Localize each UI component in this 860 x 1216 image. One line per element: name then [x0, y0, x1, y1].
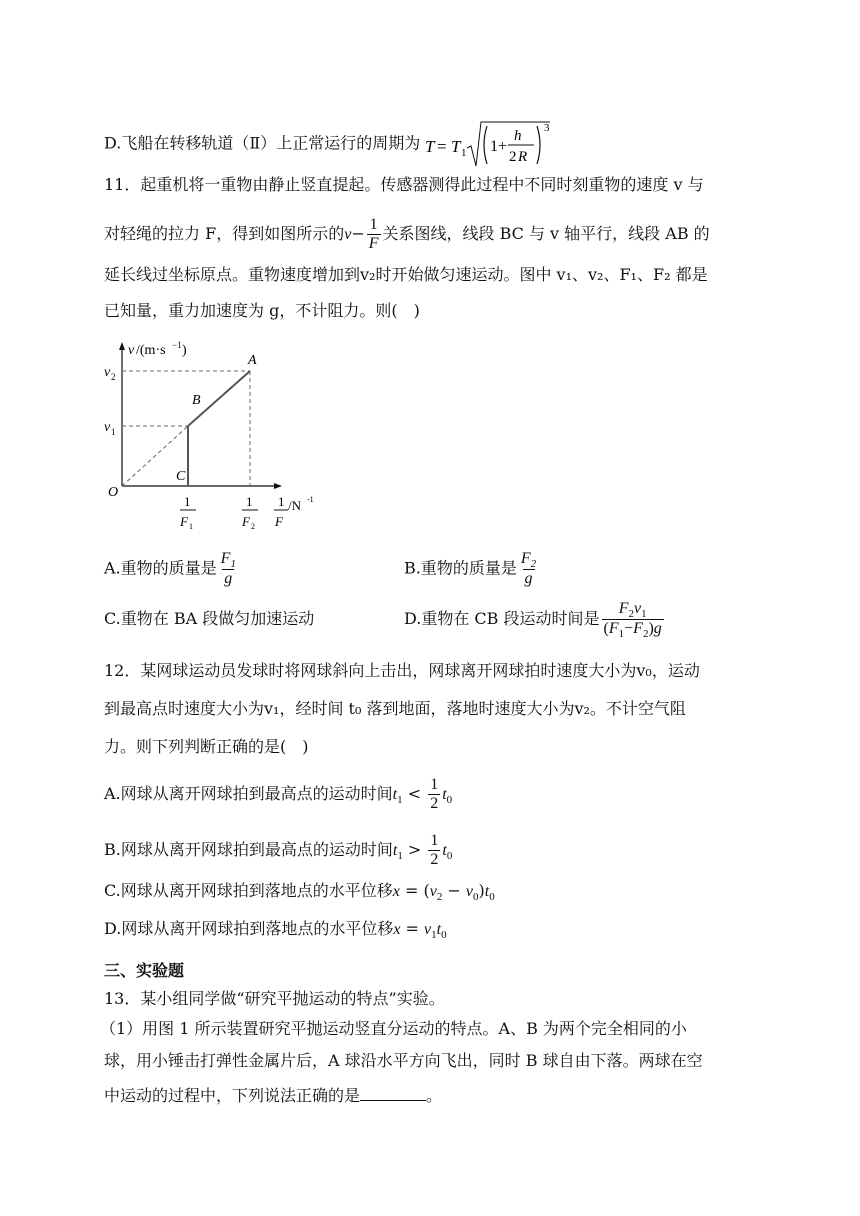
- svg-text:T: T: [451, 137, 461, 156]
- x-axis-label: [274, 494, 314, 529]
- q11-option-d: [404, 600, 666, 639]
- q12-stem-line1: 12．某网球运动员发球时将网球斜向上击出，网球离开网球拍时速度大小为v₀，运动: [104, 661, 700, 680]
- q12-option-a-fraction: $\frac{1}{2}$: [430, 776, 439, 812]
- q11-option-b: [404, 550, 540, 588]
- svg-text:h: h: [514, 128, 522, 144]
- svg-text:=: =: [437, 137, 447, 156]
- svg-text:F: F: [275, 514, 283, 529]
- q12-stem-line3: 力。则下列判断正确的是( ): [104, 737, 309, 756]
- svg-text:1: 1: [184, 494, 191, 509]
- q10-period-formula: [425, 118, 555, 170]
- q11-option-b-text: B.重物的质量是: [404, 558, 517, 578]
- q11-stem-line2: 对轻绳的拉力 F，得到如图所示的v− $\frac{1}{F}$ 关系图线，线段 BC 与 v 轴平行，线段 AB 的: [104, 216, 710, 252]
- svg-text:−1: −1: [172, 340, 182, 350]
- v-vs-inverse-f-graph: [100, 334, 340, 530]
- q11-stem-line4: 已知量，重力加速度为 g，不计阻力。则( ): [104, 301, 420, 320]
- q13-stem-line3: 球，用小锤击打弹性金属片后，A 球沿水平方向飞出，同时 B 球自由下落。两球在空: [104, 1051, 703, 1070]
- section-3-title: 三、实验题: [104, 961, 185, 980]
- q11-option-d-fraction: $\frac{F_2v_1}{(F_1-F_2)g}$: [603, 600, 662, 640]
- q12-option-a: A.网球从离开网球拍到最高点的运动时间$t_1$ < $\frac{1}{2}$ $t_0$: [104, 776, 453, 812]
- q11-fraction-1-over-f: $\frac{1}{F}$: [368, 216, 379, 252]
- x-axis-arrow-icon: [274, 483, 282, 489]
- q12-option-d: D.网球从离开网球拍到落地点的水平位移$x = v_1t_0$: [104, 919, 447, 941]
- q11-option-a: [104, 550, 240, 588]
- q11-stem-line3: 延长线过坐标原点。重物速度增加到v₂时开始做匀速运动。图中 v₁、v₂、F₁、F₂ 都是: [104, 265, 708, 284]
- tick-v2: v: [104, 365, 111, 380]
- q13-stem-line4-end: 。: [426, 1086, 443, 1105]
- svg-text:/N: /N: [288, 498, 301, 513]
- q12-option-d-text: D.网球从离开网球拍到落地点的水平位移: [104, 919, 394, 938]
- tick-1-over-f1: [179, 494, 196, 530]
- svg-text:1: 1: [189, 522, 193, 530]
- q12-option-b-text: B.网球从离开网球拍到最高点的运动时间: [104, 840, 393, 859]
- point-c-label: C: [176, 469, 186, 484]
- svg-text:1: 1: [246, 494, 253, 509]
- svg-text:): ): [182, 343, 187, 358]
- q12-option-b: B.网球从离开网球拍到最高点的运动时间$t_1$ > $\frac{1}{2}$ $t_0$: [104, 832, 453, 868]
- svg-text:2: 2: [111, 372, 116, 382]
- q12-option-c: C.网球从离开网球拍到落地点的水平位移$x = (v_2 - v_0)t_0$: [104, 881, 495, 903]
- q13-stem-line2: （1）用图 1 所示装置研究平抛运动竖直分运动的特点。A、B 为两个完全相同的小: [100, 1019, 687, 1038]
- svg-text:1: 1: [461, 147, 467, 159]
- q12-stem-line2: 到最高点时速度大小为v₁，经时间 t₀ 落到地面，落地时速度大小为v₂。不计空气阻: [104, 699, 686, 718]
- point-a-label: A: [248, 353, 257, 368]
- q11-option-b-fraction: $\frac{F_2}{g}$: [520, 550, 537, 587]
- svg-text:2: 2: [509, 149, 517, 165]
- q13-stem-line4-text: 中运动的过程中，下列说法正确的是: [104, 1086, 361, 1105]
- svg-text:1: 1: [111, 427, 116, 437]
- q11-stem-line1: 11．起重机将一重物由静止竖直提起。传感器测得此过程中不同时刻重物的速度 v 与: [104, 175, 704, 194]
- tick-1-over-f2: [241, 494, 258, 530]
- q11-option-a-text: A.重物的质量是: [104, 558, 217, 578]
- y-axis-arrow-icon: [119, 342, 125, 350]
- q13-stem-line4: [104, 1084, 442, 1107]
- answer-blank[interactable]: [360, 1084, 426, 1101]
- q11-option-c: C.重物在 BA 段做匀加速运动: [104, 609, 315, 628]
- y-axis-unit: /(m·s: [136, 343, 166, 358]
- q10-option-d-text: D.飞船在转移轨道（Ⅱ）上正常运行的周期为: [104, 133, 421, 153]
- origin-label: O: [108, 485, 119, 500]
- tick-v1: v: [104, 420, 111, 435]
- q11-option-a-fraction: $\frac{F_1}{g}$: [220, 550, 236, 587]
- svg-text:R: R: [518, 149, 528, 165]
- svg-text:F: F: [180, 514, 188, 529]
- svg-text:F: F: [242, 514, 250, 529]
- svg-text:1+: 1+: [490, 138, 508, 155]
- q13-stem-line1: 13．某小组同学做“研究平抛运动的特点”实验。: [104, 989, 445, 1008]
- point-b-label: B: [192, 393, 201, 408]
- q11-stem-line2a: 对轻绳的拉力 F，得到如图所示的: [104, 224, 345, 243]
- svg-text:1: 1: [278, 494, 285, 509]
- v-minus-1-over-f: v: [344, 226, 352, 243]
- svg-text:2: 2: [251, 522, 255, 530]
- svg-text:-1: -1: [307, 495, 314, 504]
- y-axis-label: v: [128, 343, 135, 358]
- q12-option-a-text: A.网球从离开网球拍到最高点的运动时间: [104, 784, 393, 803]
- svg-text:T: T: [425, 137, 435, 156]
- svg-text:3: 3: [544, 122, 550, 134]
- q12-option-c-text: C.网球从离开网球拍到落地点的水平位移: [104, 881, 393, 900]
- q11-stem-line2b: 关系图线，线段 BC 与 v 轴平行，线段 AB 的: [382, 224, 710, 243]
- q11-option-d-text: D.重物在 CB 段运动时间是: [404, 609, 600, 628]
- q10-option-d: [104, 118, 555, 170]
- q12-option-b-fraction: $\frac{1}{2}$: [430, 832, 439, 868]
